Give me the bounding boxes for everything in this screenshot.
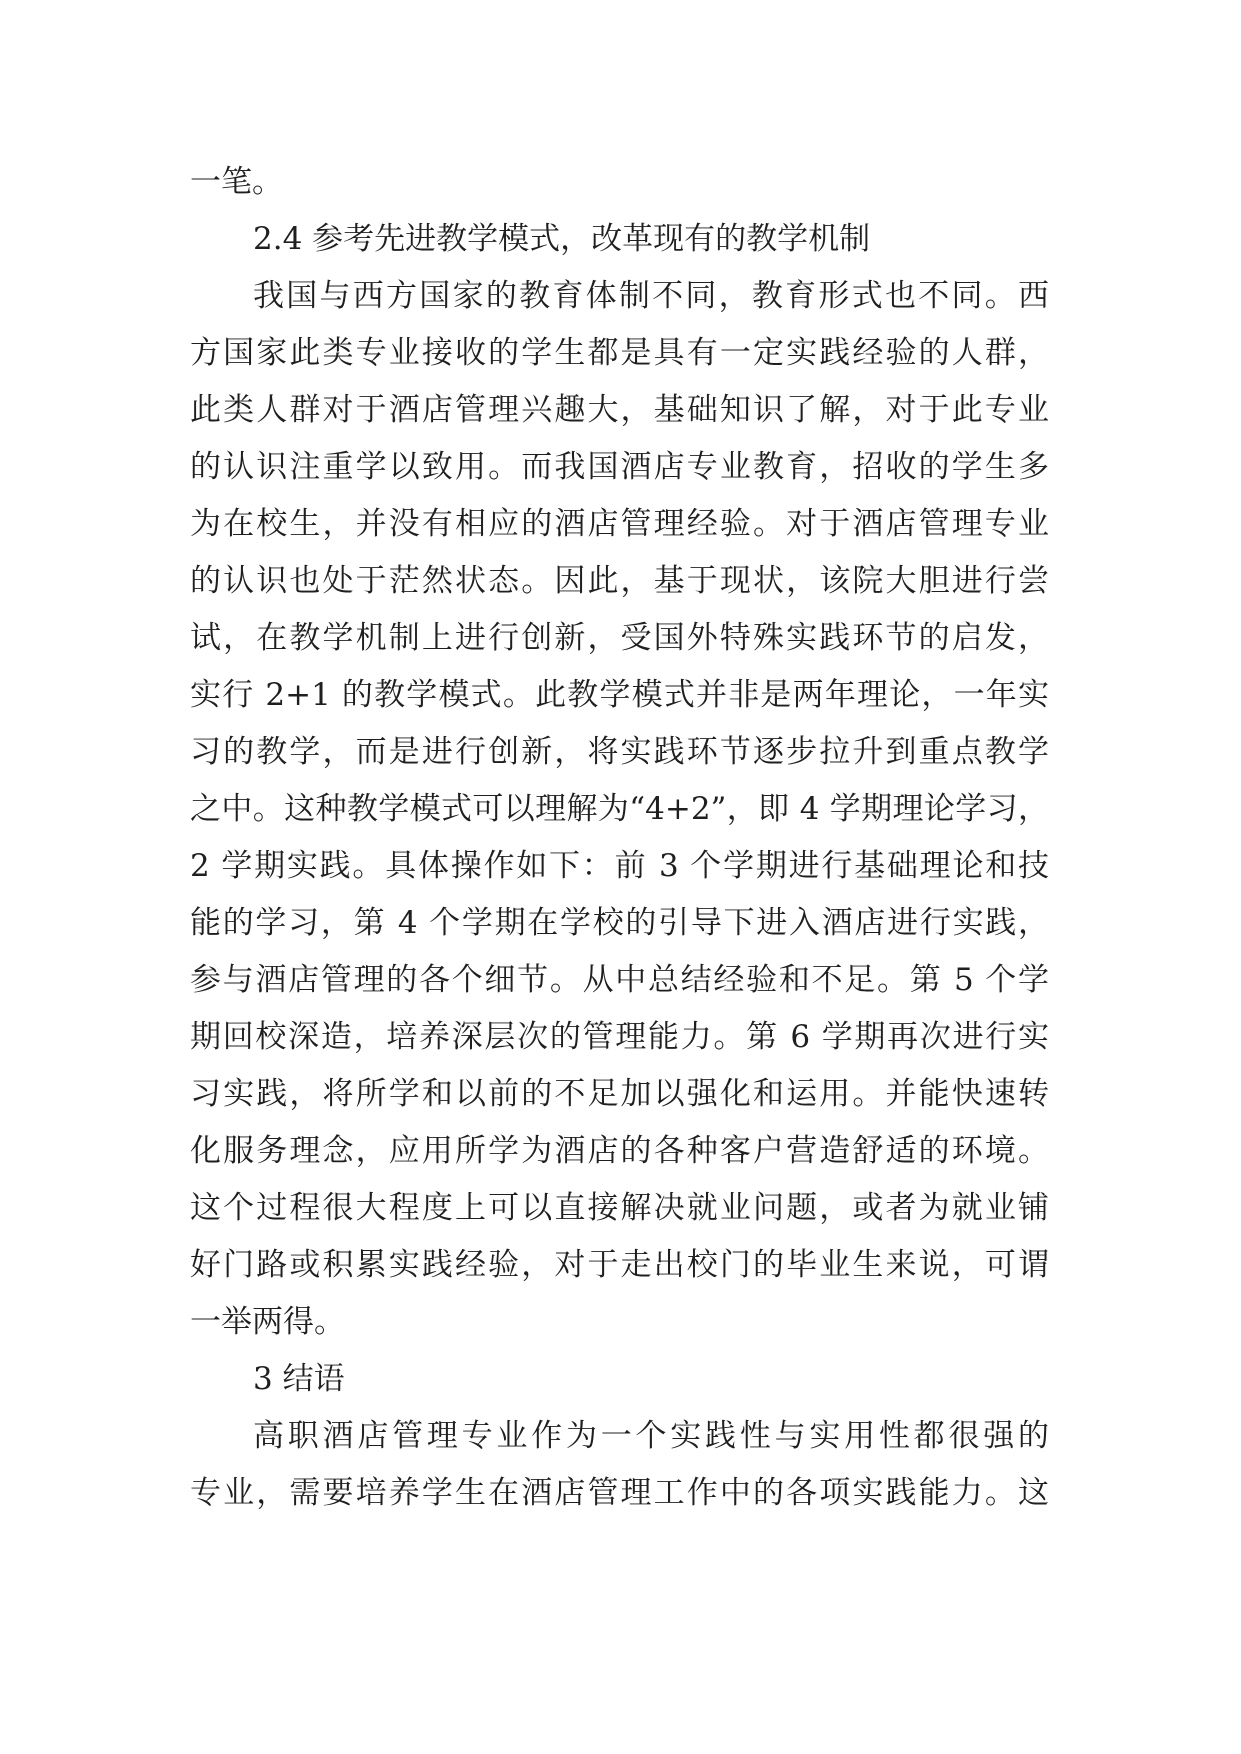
text-line: 的认识也处于茫然状态。因此，基于现状，该院大胆进行尝 bbox=[190, 563, 1049, 599]
text-line: 化服务理念，应用所学为酒店的各种客户营造舒适的环境。 bbox=[190, 1133, 1049, 1169]
text-line: 习的教学，而是进行创新，将实践环节逐步拉升到重点教学 bbox=[190, 734, 1049, 770]
text-line: 我国与西方国家的教育体制不同，教育形式也不同。西 bbox=[253, 278, 1049, 314]
text-line: 2 学期实践。具体操作如下：前 3 个学期进行基础理论和技 bbox=[190, 848, 1049, 884]
text-line: 高职酒店管理专业作为一个实践性与实用性都很强的 bbox=[253, 1418, 1049, 1454]
text-line: 的认识注重学以致用。而我国酒店专业教育，招收的学生多 bbox=[190, 449, 1049, 485]
text-line: 实行 2+1 的教学模式。此教学模式并非是两年理论，一年实 bbox=[190, 677, 1049, 713]
section-heading: 2.4 参考先进教学模式，改革现有的教学机制 bbox=[253, 221, 871, 257]
section-heading: 3 结语 bbox=[253, 1361, 345, 1397]
text-line: 这个过程很大程度上可以直接解决就业问题，或者为就业铺 bbox=[190, 1190, 1049, 1226]
text-line: 之中。这种教学模式可以理解为“4+2”，即 4 学期理论学习， bbox=[190, 791, 1049, 827]
text-line: 一举两得。 bbox=[190, 1304, 345, 1340]
text-line: 好门路或积累实践经验，对于走出校门的毕业生来说，可谓 bbox=[190, 1247, 1049, 1283]
text-line: 期回校深造，培养深层次的管理能力。第 6 学期再次进行实 bbox=[190, 1019, 1049, 1055]
text-line: 习实践，将所学和以前的不足加以强化和运用。并能快速转 bbox=[190, 1076, 1049, 1112]
text-line: 方国家此类专业接收的学生都是具有一定实践经验的人群， bbox=[190, 335, 1049, 371]
text-line: 此类人群对于酒店管理兴趣大，基础知识了解，对于此专业 bbox=[190, 392, 1049, 428]
text-line: 试，在教学机制上进行创新，受国外特殊实践环节的启发， bbox=[190, 620, 1049, 656]
text-line: 能的学习，第 4 个学期在学校的引导下进入酒店进行实践， bbox=[190, 905, 1049, 941]
text-line: 一笔。 bbox=[190, 164, 283, 200]
text-line: 专业，需要培养学生在酒店管理工作中的各项实践能力。这 bbox=[190, 1475, 1049, 1511]
text-line: 参与酒店管理的各个细节。从中总结经验和不足。第 5 个学 bbox=[190, 962, 1049, 998]
text-line: 为在校生，并没有相应的酒店管理经验。对于酒店管理专业 bbox=[190, 506, 1049, 542]
